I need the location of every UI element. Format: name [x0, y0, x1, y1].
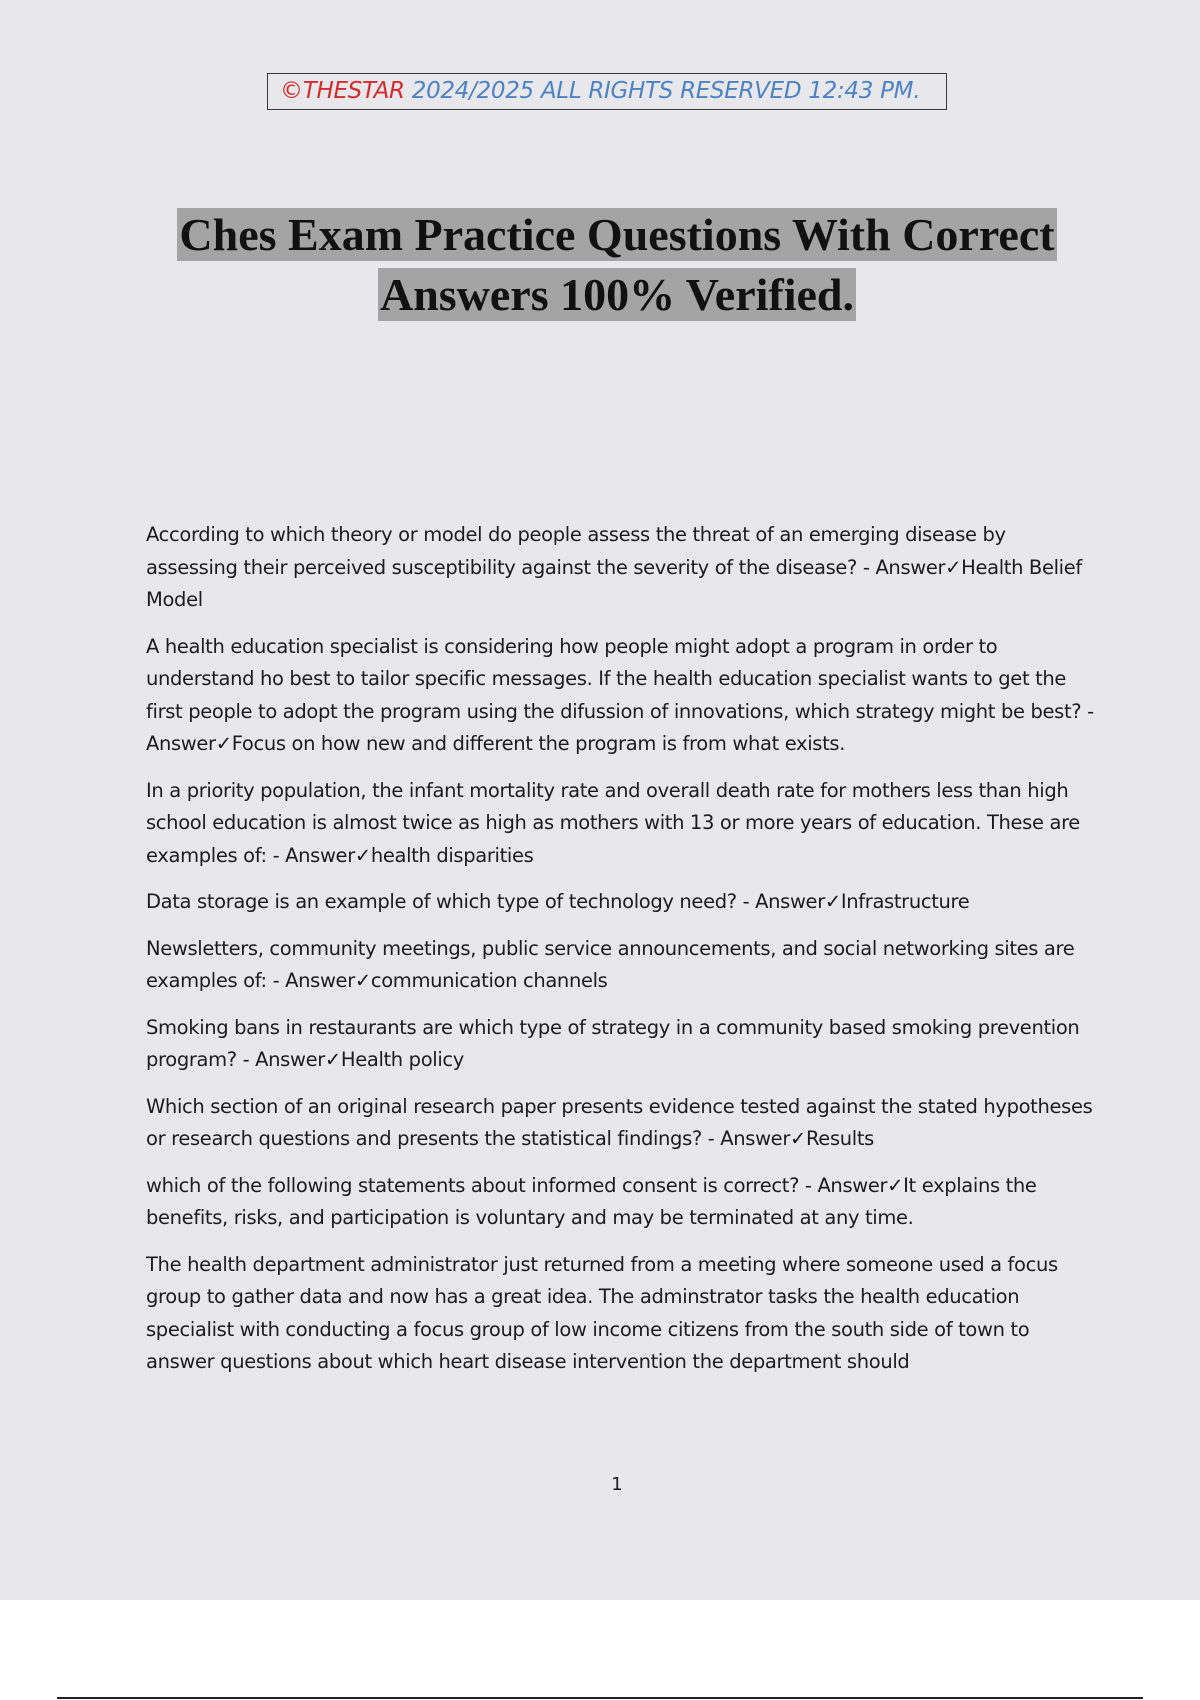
question-answer-item: A health education specialist is considering how people might adopt a program in order to understand ho best to tailor specific messages. If the health education specialist wants to get the first people to adopt the program using the difussion of innovations, which strategy might be best? - Answer✓Focus on how new and different the program is from what exists. — [146, 634, 1094, 755]
question-answer-item: The health department administrator just returned from a meeting where someone used a focus group to gather data and now has a great idea. The adminstrator tasks the health education specialist with conducting a focus group of low income citizens from the south side of town to answer questions about which heart disease intervention the department should — [146, 1252, 1058, 1373]
title-line-1: Ches Exam Practice Questions With Correct — [179, 209, 1055, 260]
question-answer-item: According to which theory or model do people assess the threat of an emerging disease by assessing their perceived susceptibility against the severity of the disease? - Answer✓Health Belief Model — [146, 523, 1082, 611]
question-list — [146, 519, 1096, 1393]
question-answer-item: Newsletters, community meetings, public service announcements, and social networking sites are examples of: - Answer✓communication channels — [146, 936, 1075, 992]
page-number: 1 — [611, 1474, 623, 1495]
question-answer-item: Data storage is an example of which type of technology need? - Answer✓Infrastructure — [146, 890, 970, 913]
question-answer-item: In a priority population, the infant mortality rate and overall death rate for mothers less than high school education is almost twice as high as mothers with 13 or more years of education. These are examples of: - Answer✓health disparities — [146, 778, 1080, 867]
bottom-divider — [57, 1697, 1143, 1699]
question-answer-item: which of the following statements about informed consent is correct? - Answer✓It explains the benefits, risks, and participation is voluntary and may be terminated at any time. — [146, 1173, 1037, 1229]
copyright-brand: ©THESTAR — [280, 78, 405, 104]
question-answer-item: Smoking bans in restaurants are which type of strategy in a community based smoking prevention program? - Answer✓Health policy — [146, 1015, 1080, 1071]
title-line-2: Answers 100% Verified. — [379, 269, 855, 320]
copyright-banner — [267, 73, 947, 110]
copyright-text: 2024/2025 ALL RIGHTS RESERVED 12:43 PM. — [404, 78, 921, 104]
document-title — [0, 205, 1200, 325]
question-answer-item: Which section of an original research paper presents evidence tested against the stated hypotheses or research questions and presents the statistical findings? - Answer✓Results — [146, 1094, 1093, 1150]
